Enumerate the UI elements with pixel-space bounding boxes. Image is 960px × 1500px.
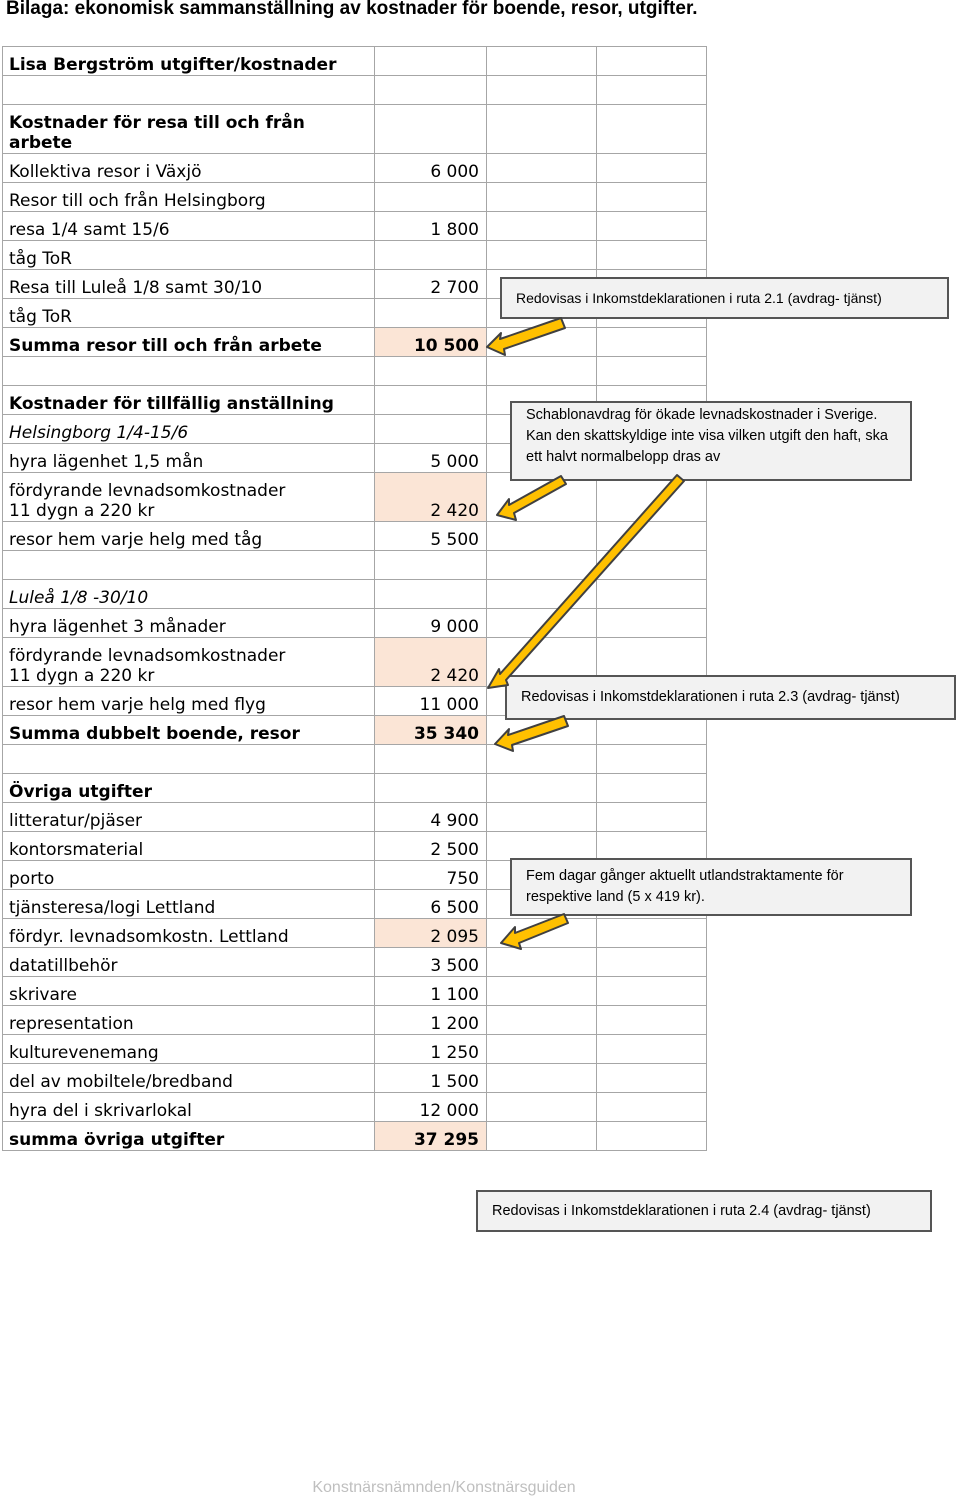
section-heading-travel: Kostnader för resa till och från arbete <box>3 105 375 154</box>
table-row <box>3 580 707 609</box>
row-label: representation <box>3 1006 375 1035</box>
other-total-value: 37 295 <box>375 1122 487 1151</box>
note-ruta-2-3: Redovisas i Inkomstdeklarationen i ruta 2.3 (avdrag- tjänst) <box>505 675 956 720</box>
row-label: tåg ToR <box>3 241 375 270</box>
row-label: resa 1/4 samt 15/6 <box>3 212 375 241</box>
table-row <box>3 745 707 774</box>
row-label: Helsingborg 1/4-15/6 <box>3 415 375 444</box>
row-value: 750 <box>375 861 487 890</box>
row-value: 11 000 <box>375 687 487 716</box>
table-row <box>3 774 707 803</box>
row-label: fördyrande levnadsomkostnader 11 dygn a 220 kr <box>3 638 375 687</box>
row-value: 5 500 <box>375 522 487 551</box>
row-label: hyra del i skrivarlokal <box>3 1093 375 1122</box>
row-value: 1 800 <box>375 212 487 241</box>
note-schablonavdrag: Schablonavdrag för ökade levnadskostnader i Sverige. Kan den skattskyldige inte visa vilken utgift den haft, ska ett halvt normalbelopp dras av <box>510 401 912 481</box>
table-row <box>3 803 707 832</box>
travel-total-label: Summa resor till och från arbete <box>3 328 375 357</box>
table-row <box>3 1064 707 1093</box>
row-value: 2 500 <box>375 832 487 861</box>
table-name: Lisa Bergström utgifter/kostnader <box>3 47 375 76</box>
row-label: Resa till Luleå 1/8 samt 30/10 <box>3 270 375 299</box>
row-label: porto <box>3 861 375 890</box>
table-row <box>3 522 707 551</box>
row-label: Resor till och från Helsingborg <box>3 183 375 212</box>
section-heading-other: Övriga utgifter <box>3 774 375 803</box>
row-value: 6 500 <box>375 890 487 919</box>
page-title: Bilaga: ekonomisk sammanställning av kostnader för boende, resor, utgifter. <box>6 0 698 19</box>
table-row <box>3 357 707 386</box>
row-value: 1 500 <box>375 1064 487 1093</box>
note-ruta-2-4: Redovisas i Inkomstdeklarationen i ruta 2.4 (avdrag- tjänst) <box>476 1190 932 1232</box>
table-row <box>3 1006 707 1035</box>
row-value: 2 700 <box>375 270 487 299</box>
table-row <box>3 1035 707 1064</box>
expense-table <box>2 46 707 1151</box>
row-value: 1 100 <box>375 977 487 1006</box>
row-label: kulturevenemang <box>3 1035 375 1064</box>
table-row <box>3 241 707 270</box>
row-label: tåg ToR <box>3 299 375 328</box>
travel-total-value: 10 500 <box>375 328 487 357</box>
table-row <box>3 609 707 638</box>
table-row <box>3 1122 707 1151</box>
row-label: datatillbehör <box>3 948 375 977</box>
other-total-label: summa övriga utgifter <box>3 1122 375 1151</box>
table-row <box>3 1093 707 1122</box>
row-label: kontorsmaterial <box>3 832 375 861</box>
row-label: tjänsteresa/logi Lettland <box>3 890 375 919</box>
temp-total-label: Summa dubbelt boende, resor <box>3 716 375 745</box>
row-value: 2 095 <box>375 919 487 948</box>
table-row <box>3 919 707 948</box>
row-value: 2 420 <box>375 473 487 522</box>
row-value: 5 000 <box>375 444 487 473</box>
row-label: fördyr. levnadsomkostn. Lettland <box>3 919 375 948</box>
table-row <box>3 76 707 105</box>
row-label: litteratur/pjäser <box>3 803 375 832</box>
row-value: 9 000 <box>375 609 487 638</box>
table-row <box>3 183 707 212</box>
row-label: hyra lägenhet 3 månader <box>3 609 375 638</box>
table-row <box>3 47 707 76</box>
note-ruta-2-1: Redovisas i Inkomstdeklarationen i ruta 2.1 (avdrag- tjänst) <box>500 277 949 319</box>
row-label: Kollektiva resor i Växjö <box>3 154 375 183</box>
row-label: skrivare <box>3 977 375 1006</box>
note-traktamente: Fem dagar gånger aktuellt utlandstraktamente för respektive land (5 x 419 kr). <box>510 858 912 916</box>
row-label: resor hem varje helg med tåg <box>3 522 375 551</box>
row-label: hyra lägenhet 1,5 mån <box>3 444 375 473</box>
row-value: 6 000 <box>375 154 487 183</box>
footer-credit: Konstnärsnämnden/Konstnärsguiden <box>312 1479 576 1496</box>
table-row <box>3 212 707 241</box>
row-label: del av mobiltele/bredband <box>3 1064 375 1093</box>
row-label: Luleå 1/8 -30/10 <box>3 580 375 609</box>
row-value: 1 200 <box>375 1006 487 1035</box>
section-heading-temp: Kostnader för tillfällig anställning <box>3 386 375 415</box>
row-value: 3 500 <box>375 948 487 977</box>
table-row <box>3 154 707 183</box>
table-row <box>3 977 707 1006</box>
table-row <box>3 832 707 861</box>
table-row <box>3 328 707 357</box>
table-row <box>3 948 707 977</box>
row-value: 1 250 <box>375 1035 487 1064</box>
table-row <box>3 551 707 580</box>
row-value: 4 900 <box>375 803 487 832</box>
row-label: resor hem varje helg med flyg <box>3 687 375 716</box>
row-value: 12 000 <box>375 1093 487 1122</box>
table-row <box>3 105 707 154</box>
row-value: 2 420 <box>375 638 487 687</box>
temp-total-value: 35 340 <box>375 716 487 745</box>
row-label: fördyrande levnadsomkostnader 11 dygn a 220 kr <box>3 473 375 522</box>
